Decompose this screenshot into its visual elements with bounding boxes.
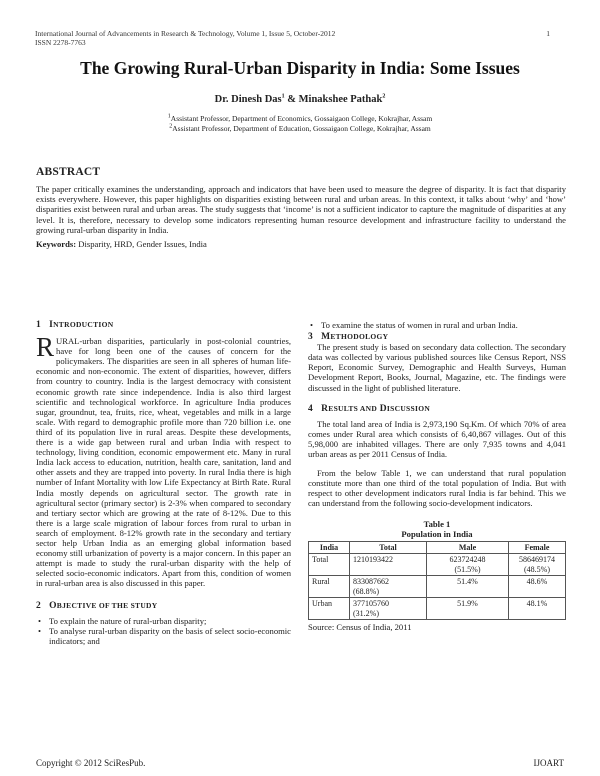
female-pct: (48.5%) xyxy=(524,564,550,574)
footer-journal: IJOART xyxy=(533,758,564,768)
female-cell xyxy=(509,576,566,598)
author-2-sup: 2 xyxy=(382,93,386,100)
male-value: 623724248 xyxy=(449,555,486,564)
intro-paragraph xyxy=(36,332,291,589)
section-2-number: 2 xyxy=(36,601,42,612)
total-cell xyxy=(350,598,427,620)
drop-cap: R xyxy=(36,332,55,363)
objective-item: • To analyse rural-urban disparity on the basis of select socio-economic indicators; and xyxy=(49,626,291,646)
running-header xyxy=(35,29,335,47)
table-row xyxy=(309,554,566,576)
male-cell xyxy=(427,576,509,598)
objective-item: • To examine the status of women in rural and urban India. xyxy=(321,320,566,330)
section-1-title-rest: NTRODUCTION xyxy=(53,320,114,329)
row-label: Total xyxy=(309,554,350,576)
female-value: 48.6% xyxy=(526,577,548,586)
total-cell xyxy=(350,576,427,598)
table-title: Population in India xyxy=(401,528,473,539)
section-4-title-initial-1: R xyxy=(321,403,329,414)
right-column xyxy=(308,320,566,632)
section-4-number: 4 xyxy=(308,403,314,414)
issn-line: ISSN 2278-7763 xyxy=(35,38,86,47)
table-row xyxy=(309,598,566,620)
total-value: 1210193422 xyxy=(353,555,393,564)
table-source: Source: Census of India, 2011 xyxy=(308,622,412,632)
row-label: Urban xyxy=(309,598,350,620)
author-2: Minakshee Pathak xyxy=(298,94,383,105)
keywords-text: Disparity, HRD, Gender Issues, India xyxy=(78,239,207,249)
methodology-paragraph: The present study is based on secondary data collection. The secondary data was collected by various published sources like Census Report, NSS Report, Economic Survey, Demographic and Health Surveys, Human Development Report, Books, Journal, Magazine, etc. The findings were discussed in the light of published literature. xyxy=(308,342,566,393)
section-1-heading xyxy=(36,320,291,330)
male-value: 51.9% xyxy=(457,599,478,608)
female-value: 48.1% xyxy=(526,599,548,608)
journal-line: International Journal of Advancements in Research & Technology, Volume 1, Issue 5, October-2012 xyxy=(35,29,336,38)
section-1-title-initial: I xyxy=(49,320,54,330)
objective-list xyxy=(36,616,291,646)
paper-title: The Growing Rural-Urban Disparity in India: Some Issues xyxy=(80,58,520,78)
total-value: 833087662 xyxy=(353,577,389,586)
row-label: Rural xyxy=(309,576,350,598)
table-header-cell: India xyxy=(309,541,350,554)
total-value: 377105760 xyxy=(353,599,389,608)
female-cell xyxy=(509,598,566,620)
female-cell xyxy=(509,554,566,576)
left-column xyxy=(36,320,291,646)
section-2-title-rest: BJECTIVE OF THE STUDY xyxy=(56,601,158,611)
section-4-title-rest-1: ESULTS AND xyxy=(328,403,378,413)
affiliation-2-text: Assistant Professor, Department of Education, Gossaigaon College, Kokrajhar, Assam xyxy=(172,124,431,133)
author-1: Dr. Dinesh Das xyxy=(214,94,282,105)
section-4-heading xyxy=(308,404,566,414)
section-3-title-rest: ETHODOLOGY xyxy=(330,332,389,342)
table-caption xyxy=(308,519,566,539)
population-table xyxy=(308,541,566,621)
objective-item: • To explain the nature of rural-urban disparity; xyxy=(49,616,291,626)
affiliations xyxy=(0,114,600,134)
section-2-title-initial: O xyxy=(49,601,57,612)
section-3-title-initial: M xyxy=(321,332,331,343)
abstract-text: The paper critically examines the understanding, approach and indicators that have been used to measure the degree of disparity. It is fact that disparity exists everywhere. However, this paper highlights on disparities existing between rural and urban areas. In this context, it talks about ‘why’ and ‘how’ disparities exist between rural and urban areas. The study suggests that ‘income’ is not a sufficient indicator to capture the magnitude of disparities at any level. It is, therefore, necessary to develop some indicators representing human resource development and infrastructure facility to understand the growing rural-urban disparity in India. xyxy=(36,184,566,235)
author-separator: & xyxy=(287,94,297,105)
section-4-title-initial-2: D xyxy=(379,403,387,414)
keywords xyxy=(36,239,207,249)
section-2-heading xyxy=(36,601,291,611)
abstract-heading: ABSTRACT xyxy=(36,166,101,178)
male-cell xyxy=(427,598,509,620)
table-row xyxy=(309,576,566,598)
table-header-cell: Male xyxy=(427,541,509,554)
male-pct: (51.5%) xyxy=(454,564,481,574)
results-paragraph-1: The total land area of India is 2,973,190 Sq.Km. Of which 70% of area comes under Rural area which consists of 6,40,867 villages. Out of this 5,98,000 are inhabited villages. There are only 7,935 towns and 4,041 urban areas as per 2011 Census of India. xyxy=(308,418,566,460)
footer-copyright: Copyright © 2012 SciResPub. xyxy=(36,758,146,768)
table-header-cell: Female xyxy=(509,541,566,554)
affiliation-2-sup: 2 xyxy=(169,123,173,130)
page-number: 1 xyxy=(546,29,550,38)
section-4-title-rest-2: ISCUSSION xyxy=(386,403,431,413)
intro-text: URAL-urban disparities, particularly in post-colonial countries, have for long been one of the causes of concern for the policymakers. The disparities are seen in all spheres of human life-economic and non-economic. The extent of disparities, however, differs from country to country. India is the largest democracy with consistent economic growth rate since independence. India is also third largest scientific and technological workforce. In agriculture India produces sugar, groundnut, tea, fruits, rice, wheat, vegetables and milk in a large scale. With regard to demographic profile more than 720 billion i.e. one third of its population live in rural areas. Despite these developments, there is a wide gap between rural and urban India with respect to technology, living condition, economic empowerment etc. Many in rural India lack access to education, nutrition, health care, sanitation, land and other assets and they are trapped into poverty. In rural India there is high number of Infant Mortality with low Life Expectancy at Birth Rate. Rural India mostly depends on agricultural sector. The growth rate in agricultural sector (primary sector) is 2-3% when compared to secondary and tertiary sector which are growing at the rate of 8-12%. Due to this there is a large scale migration of labour forces from rural to urban in search of employment. 8-12% growth rate in the secondary and tertiary sector help Urban India as an emerging global information based economy still urbanization of poverty is a major concern. In this paper an attempt is made to study the rural-urban disparity with the help of selected socio-economic indicators. Apart from this, condition of women in rural-urban area is also discussed in this paper. xyxy=(36,336,291,589)
affiliation-1 xyxy=(0,114,600,124)
author-1-sup: 1 xyxy=(281,93,285,100)
section-1-number: 1 xyxy=(36,320,42,330)
female-value: 586469174 xyxy=(519,555,555,564)
affiliation-1-sup: 1 xyxy=(167,113,171,120)
keywords-label: Keywords: xyxy=(36,239,77,249)
section-3-heading xyxy=(308,332,566,342)
section-3-number: 3 xyxy=(308,332,314,343)
male-value: 51.4% xyxy=(457,577,478,586)
male-cell xyxy=(427,554,509,576)
affiliation-2 xyxy=(0,124,600,134)
table-header-row xyxy=(309,541,566,554)
objective-list-continued xyxy=(308,320,566,330)
table-header-cell: Total xyxy=(350,541,427,554)
table-number: Table 1 xyxy=(423,518,451,529)
author-line xyxy=(0,94,600,105)
total-pct: (68.8%) xyxy=(353,586,379,596)
total-pct: (31.2%) xyxy=(353,608,379,618)
affiliation-1-text: Assistant Professor, Department of Economics, Gossaigaon College, Kokrajhar, Assam xyxy=(170,114,433,123)
results-paragraph-2: From the below Table 1, we can understand that rural population constitute more than one third of the total population of India. But with respect to other development indicators rural India is far behind. This we can understand from the following socio-development indicators. xyxy=(308,468,566,509)
total-cell xyxy=(350,554,427,576)
